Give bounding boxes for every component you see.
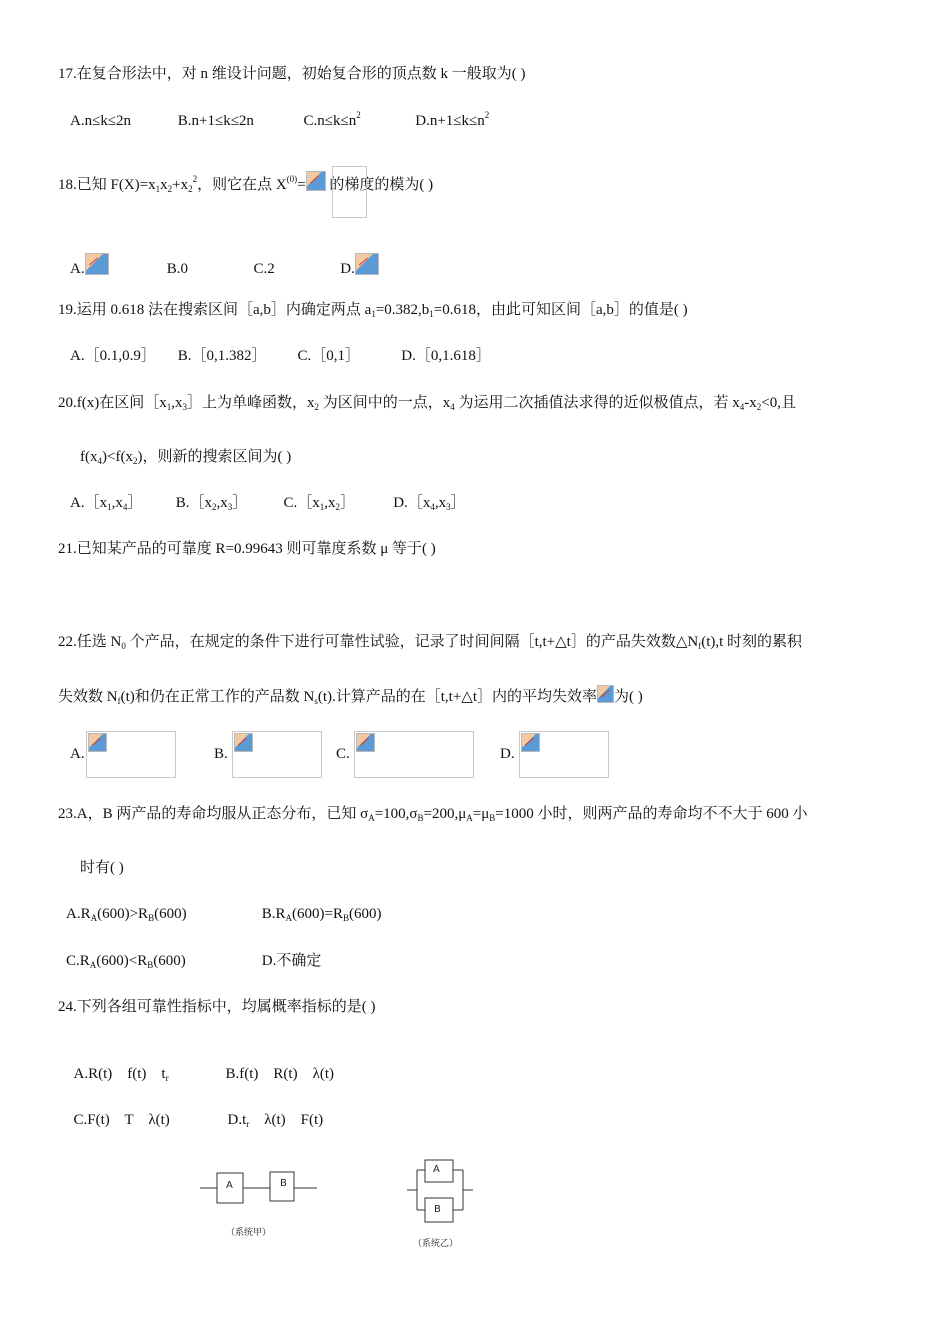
q24-option-a: A.R(t) f(t) $t_r$ [73, 1066, 169, 1083]
q24-options-row2 [66, 1090, 323, 1130]
q22-option-c: C. [336, 746, 350, 762]
q23-stem-line2: 时有( ) [80, 860, 124, 876]
q19-option-d: D.［0,1.618］ [401, 348, 491, 364]
q23-stem-line1: 23.A，B 两产品的寿命均服从正态分布，已知 $\sigma_A=100,\sigma_B=200,\mu_A=\mu_B=1000$ 小时，则两产品的寿命均不不大于 600 小 [58, 806, 808, 823]
q21-stem: 21.已知某产品的可靠度 R=0.99643 则可靠度系数 μ 等于( ) [58, 541, 436, 557]
option-d-image-icon [355, 253, 379, 275]
q22-option-d-image-icon [521, 733, 540, 752]
q24-option-d: $D.t_r$ λ(t) F(t) [227, 1112, 324, 1129]
point-value-image-icon [306, 171, 326, 191]
q20-option-c: $C.[x_1,x_2]$ [283, 495, 356, 512]
q18-stem: 18.已知 $F(X)=x_1x_2+x_2^2$，则它在点 $X^{(0)}=$ 的梯度的模为( ) [58, 171, 433, 195]
q17-stem: 17.在复合形法中，对 n 维设计问题，初始复合形的顶点数 k 一般取为( ) [58, 66, 526, 82]
q22-option-a-image-icon [88, 733, 107, 752]
series-box-a-label: A [226, 1180, 233, 1191]
q18-options [70, 253, 379, 279]
series-box-b-label: B [280, 1178, 287, 1189]
q18-option-d: D. [340, 253, 379, 279]
option-a-image-icon [85, 253, 109, 275]
q22-option-b-image-icon [234, 733, 253, 752]
parallel-box-a-label: A [433, 1164, 440, 1175]
q22-stem-line2: 失效数 $N_f(t)$和仍在正常工作的产品数 $N_s(t)$.计算产品的在［t,t+△t］内的平均失效率 为( ) [58, 685, 643, 707]
q20-option-a: $A.[x_1,x_4]$ [70, 495, 143, 512]
parallel-system-diagram [405, 1156, 477, 1228]
q24-option-c: C.F(t) T λ(t) [73, 1112, 170, 1128]
q23-options-row2 [66, 951, 321, 971]
q23-option-a: $A.R_A(600)>R_B(600)$ [66, 906, 187, 923]
q17-option-b: B.n+1≤k≤2n [177, 113, 254, 129]
q20-stem-line1: 20.f(x)在区间$[x_1,x_3]$上为单峰函数，$x_2$ 为区间中的一点，$x_4$ 为运用二次插值法求得的近似极值点，若 $x_4-x_2<0$,且 [58, 395, 797, 412]
q24-stem: 24.下列各组可靠性指标中，均属概率指标的是( ) [58, 999, 376, 1015]
q22-stem-line1: 22.任选 $N_0$ 个产品，在规定的条件下进行可靠性试验，记录了时间间隔［t,t+△t］的产品失效数$\triangle N_f(t),t$ 时刻的累积 [58, 634, 803, 651]
q19-option-a: A.［0.1,0.9］ [70, 348, 156, 364]
q23-option-c: $C.R_A(600)<R_B(600)$ [66, 953, 186, 970]
q22-option-b: B. [214, 746, 228, 762]
q23-option-d: D.不确定 [261, 953, 322, 969]
q20-stem-line2: $f(x_4)<f(x_2)$，则新的搜索区间为( ) [80, 449, 292, 466]
parallel-caption: （系统乙） [413, 1239, 459, 1249]
q19-options [70, 346, 491, 366]
q22-option-a: A. [70, 746, 85, 762]
q17-option-d: $D.n+1\le k\le n^2$ [415, 110, 490, 129]
q24-option-b: B.f(t) R(t) λ(t) [225, 1066, 335, 1082]
point-value-frame [332, 166, 367, 218]
q22-option-c-image-icon [356, 733, 375, 752]
q24-options-row1 [66, 1044, 334, 1084]
q18-option-c: C.2 [253, 261, 275, 277]
q23-option-b: $B.R_A(600)=R_B(600)$ [261, 906, 382, 923]
q20-option-b: $B.[x_2,x_3]$ [175, 495, 248, 512]
q18-option-b: B.0 [166, 261, 189, 277]
series-caption: （系统甲） [226, 1228, 272, 1238]
q17-option-c: $C.n\le k\le n^2$ [303, 110, 361, 129]
q17-option-a: A.n≤k≤2n [70, 113, 132, 129]
parallel-box-b-label: B [434, 1204, 441, 1215]
failure-rate-image-icon [597, 685, 614, 703]
q23-options-row1 [66, 904, 382, 924]
q18-option-a: A. [70, 253, 163, 279]
q17-options [70, 111, 489, 131]
q20-options [70, 493, 466, 513]
q19-option-b: B.［0,1.382］ [177, 348, 267, 364]
q19-stem: 19.运用 0.618 法在搜索区间［a,b］内确定两点 $a_1=0.382,b_1=0.618$，由此可知区间［a,b］的值是( ) [58, 302, 688, 319]
q22-option-d: D. [500, 746, 515, 762]
q19-option-c: C.［0,1］ [297, 348, 361, 364]
q20-option-d: $D.[x_4,x_3]$ [393, 495, 466, 512]
